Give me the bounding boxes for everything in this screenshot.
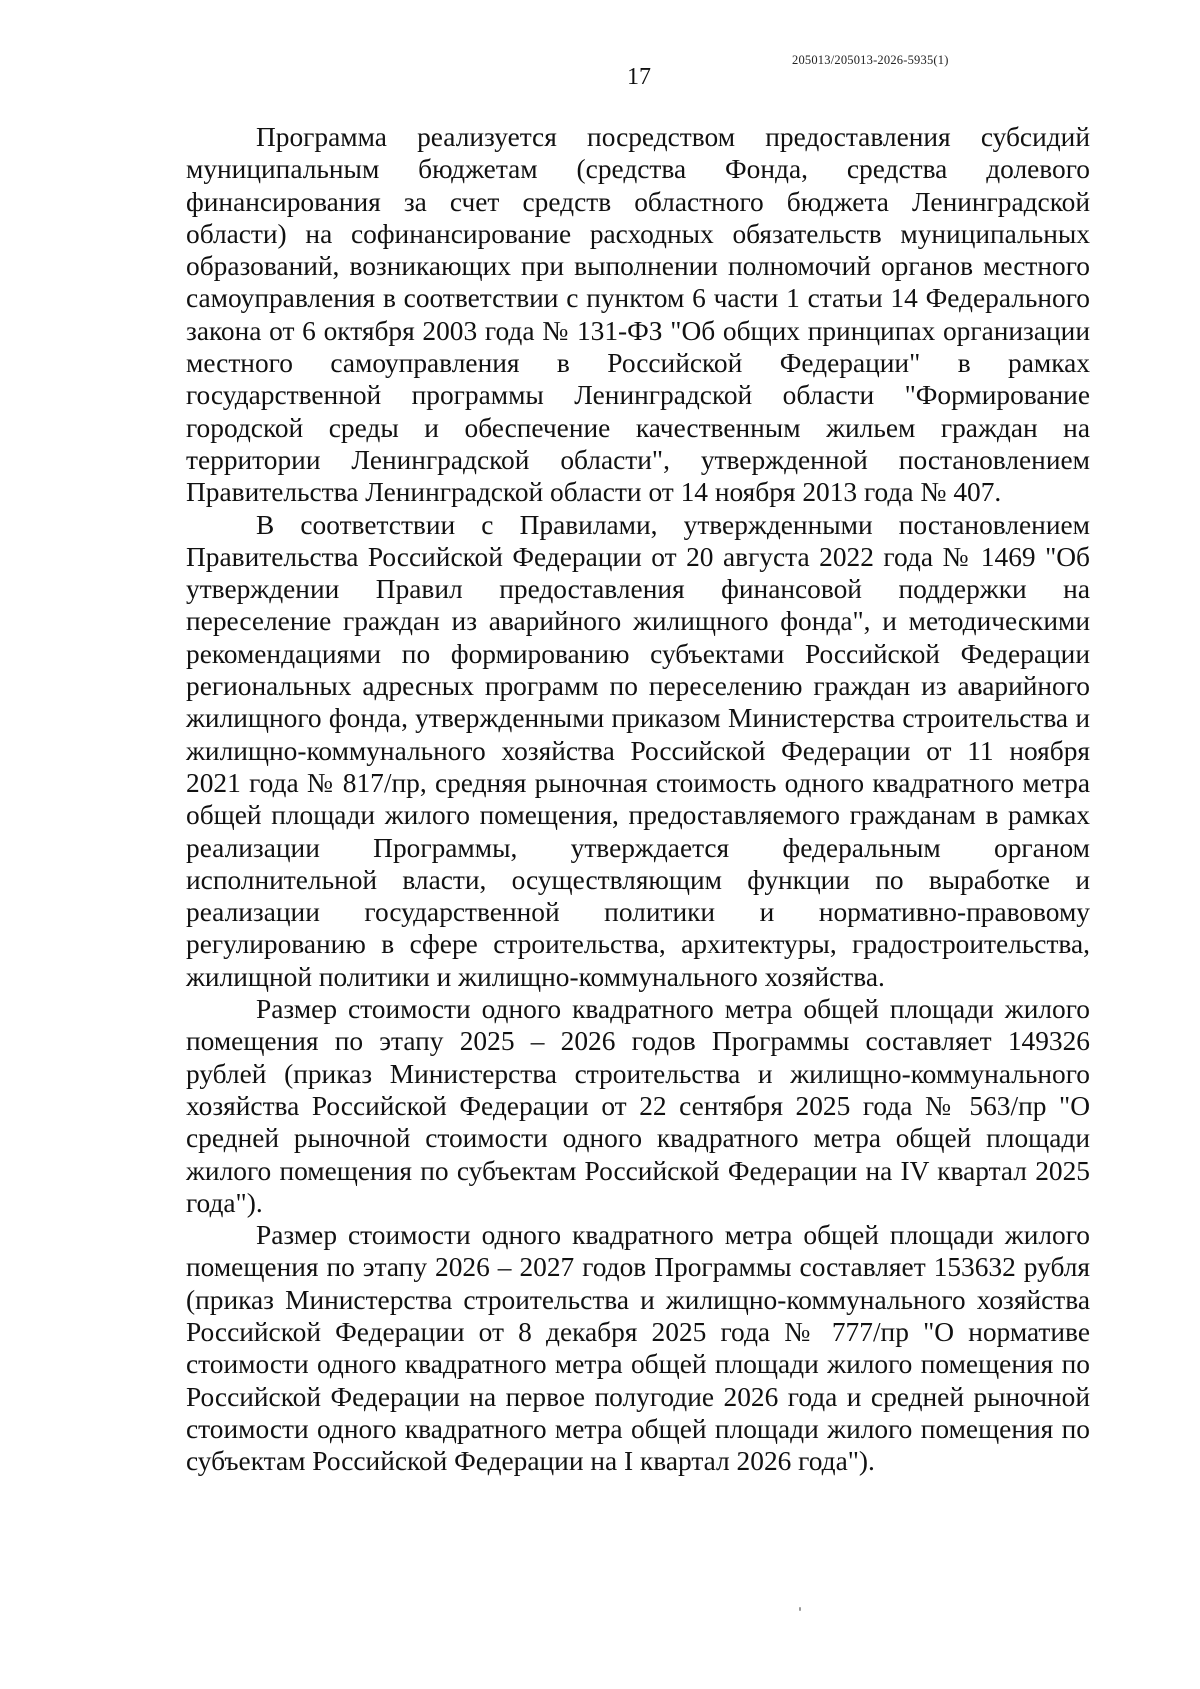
- paragraph-program-subsidies: Программа реализуется посредством предоставления субсидий муниципальным бюджетам (средства Фонда, средства долевого финансирования за счет средств областного бюджета Ленинградской области) на софинансирование расходных обязательств муниципальных образований, возникающих при выполнении полномочий органов местного самоуправления в соответствии с пунктом 6 части 1 статьи 14 Федерального закона от 6 октября 2003 года № 131-ФЗ "Об общих принципах организации местного самоуправления в Российской Федерации" в рамках государственной программы Ленинградской области "Формирование городской среды и обеспечение качественным жильем граждан на территории Ленинградской области", утвержденной постановлением Правительства Ленинградской области от 14 ноября 2013 года № 407.: [186, 122, 1090, 508]
- paragraph-price-2026-2027: Размер стоимости одного квадратного метра общей площади жилого помещения по этапу 2026 – 2027 годов Программы составляет 153632 рубля (приказ Министерства строительства и жилищно-коммунального хозяйства Российской Федерации от 8 декабря 2025 года № 777/пр "О нормативе стоимости одного квадратного метра общей площади жилого помещения по Российской Федерации на первое полугодие 2026 года и средней рыночной стоимости одного квадратного метра общей площади жилого помещения по субъектам Российской Федерации на I квартал 2026 года").: [186, 1220, 1090, 1477]
- paragraph-price-2025-2026: Размер стоимости одного квадратного метра общей площади жилого помещения по этапу 2025 – 2026 годов Программы составляет 149326 рублей (приказ Министерства строительства и жилищно-коммунального хозяйства Российской Федерации от 22 сентября 2025 года № 563/пр "О средней рыночной стоимости одного квадратного метра общей площади жилого помещения по субъектам Российской Федерации на IV квартал 2025 года").: [186, 994, 1090, 1218]
- paragraph-market-price-rules: В соответствии с Правилами, утвержденными постановлением Правительства Российской Федерации от 20 августа 2022 года № 1469 "Об утверждении Правил предоставления финансовой поддержки на переселение граждан из аварийного жилищного фонда", и методическими рекомендациями по формированию субъектами Российской Федерации региональных адресных программ по переселению граждан из аварийного жилищного фонда, утвержденными приказом Министерства строительства и жилищно-коммунального хозяйства Российской Федерации от 11 ноября 2021 года № 817/пр, средняя рыночная стоимость одного квадратного метра общей площади жилого помещения, предоставляемого гражданам в рамках реализации Программы, утверждается федеральным органом исполнительной власти, осуществляющим функции по выработке и реализации государственной политики и нормативно-правовому регулированию в сфере строительства, архитектуры, градостроительства, жилищной политики и жилищно-коммунального хозяйства.: [186, 509, 1090, 992]
- scan-speck: [799, 1607, 801, 1611]
- page-number: 17: [627, 64, 651, 90]
- document-body: [186, 121, 1090, 1477]
- document-id: 205013/205013-2026-5935(1): [792, 53, 949, 67]
